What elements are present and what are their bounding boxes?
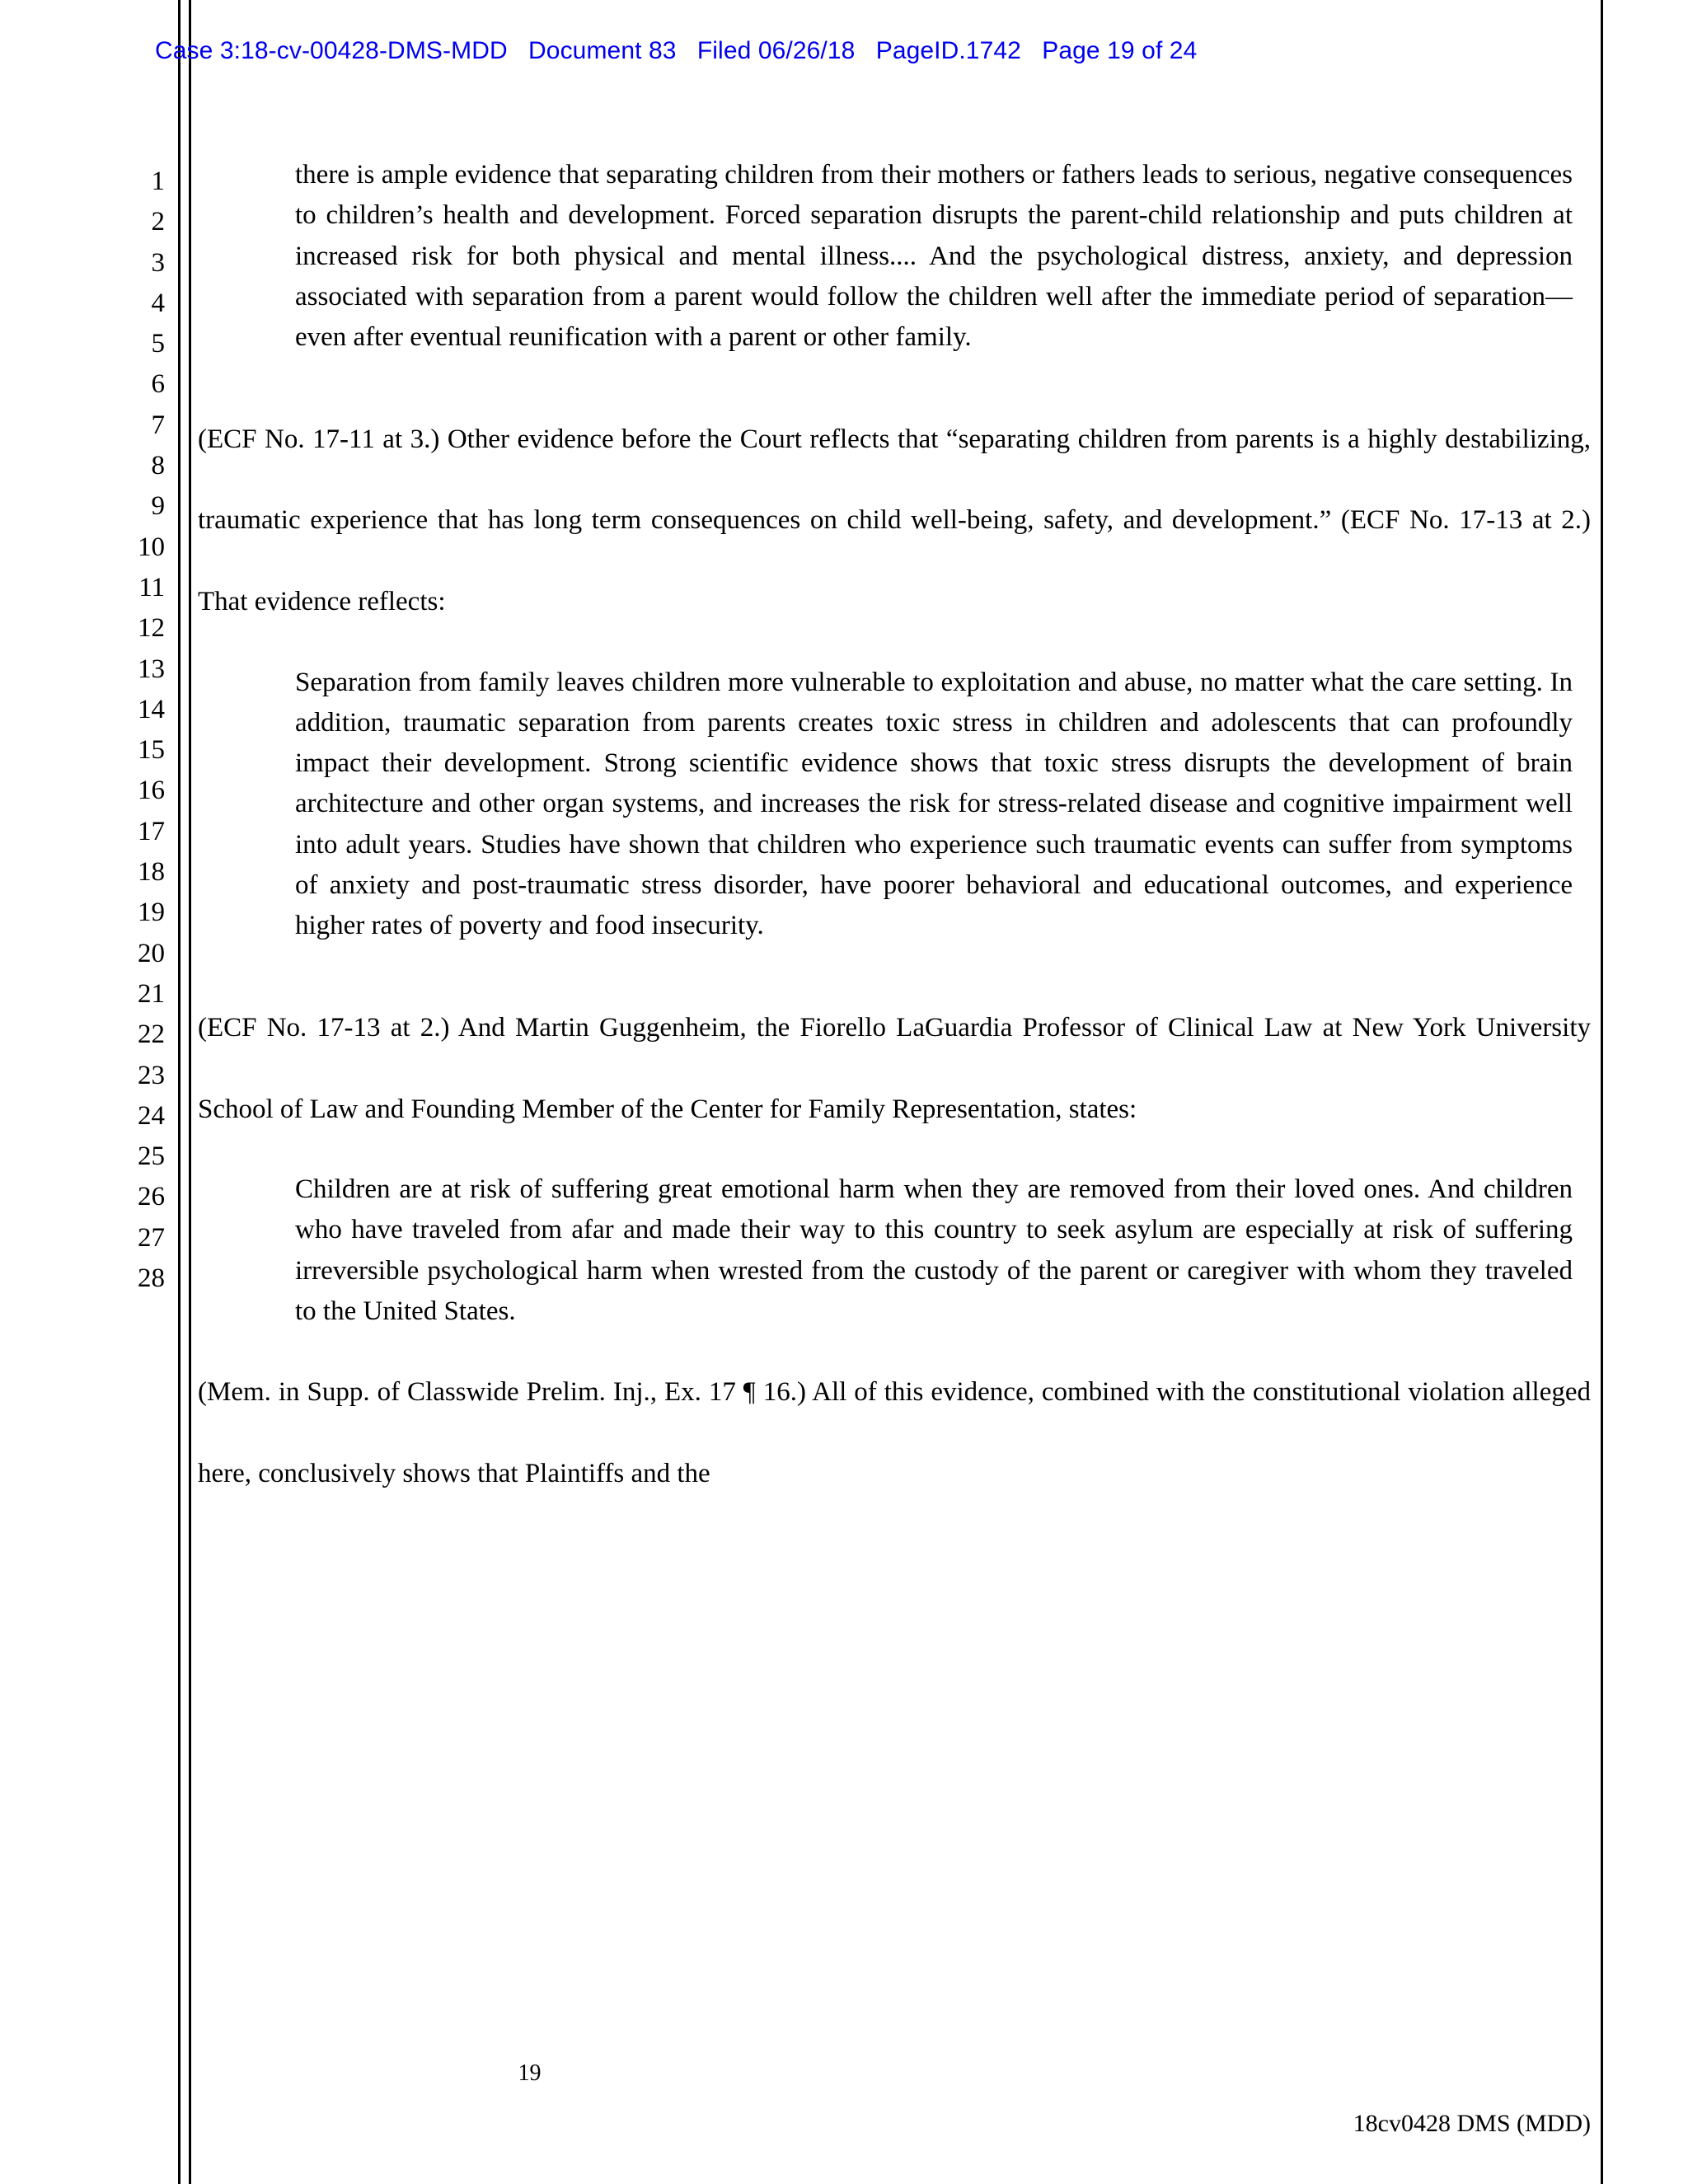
line-number: 9 — [151, 491, 165, 522]
line-number: 16 — [138, 776, 165, 806]
line-number-gutter — [99, 162, 165, 1299]
document-body — [198, 155, 1591, 1515]
paragraph-conclusion: (Mem. in Supp. of Classwide Prelim. Inj., Ex. 17 ¶ 16.) All of this evidence, combined with the constitutional violation alleged here, conclusively shows that Plaintiffs and the — [198, 1377, 1591, 1488]
line-number: 11 — [138, 572, 165, 602]
spacer — [198, 1150, 1591, 1169]
line-number: 2 — [151, 207, 165, 237]
line-number: 28 — [138, 1263, 165, 1294]
line-number: 18 — [138, 857, 165, 888]
line-number: 25 — [138, 1141, 165, 1172]
spacer — [198, 643, 1591, 663]
right-margin-rule — [1601, 0, 1603, 2184]
spacer — [198, 947, 1591, 987]
paragraph-other-evidence: (ECF No. 17-11 at 3.) Other evidence before the Court reflects that “separating children from parents is a highly destabilizing, traumatic experience that has long term consequences on child well-being, safety, and development.” (ECF No. 17-13 at 2.) That evidence reflects: — [198, 424, 1591, 616]
block-quote-expert-testimony: there is ample evidence that separating children from their mothers or fathers leads to serious, negative consequences to children’s health and development. Forced separation disrupts the parent-child relationship and puts children at increased risk for both physical and mental illness.... And the psychological distress, anxiety, and depression associated with separation from a parent would follow the children well after the immediate period of separation—even after eventual reunification with a parent or other family. — [295, 160, 1573, 353]
line-number: 4 — [151, 288, 165, 318]
line-number: 23 — [138, 1060, 165, 1090]
line-number: 8 — [151, 451, 165, 481]
footer-case-caption: 18cv0428 DMS (MDD) — [1353, 2110, 1591, 2137]
block-quote-guggenheim-statement: Children are at risk of suffering great emotional harm when they are removed from their loved ones. And children who have traveled from afar and made their way to this country to seek asylum are especially at risk of suffering irreversible psychological harm when wrested from the custody of the parent or caregiver with whom they traveled to the United States. — [295, 1174, 1573, 1327]
left-margin-rule-outer — [178, 0, 181, 2184]
left-margin-rule-inner — [189, 0, 191, 2184]
line-number: 1 — [151, 166, 165, 196]
line-number: 14 — [138, 694, 165, 724]
page-number: 19 — [518, 2060, 542, 2086]
line-number: 22 — [138, 1019, 165, 1050]
line-number: 5 — [151, 329, 165, 359]
line-number: 26 — [138, 1182, 165, 1212]
line-number: 12 — [138, 613, 165, 644]
line-number: 20 — [138, 938, 165, 968]
line-number: 19 — [138, 898, 165, 928]
line-number: 24 — [138, 1100, 165, 1131]
spacer — [198, 1332, 1591, 1352]
line-number: 3 — [151, 247, 165, 278]
paragraph-guggenheim: (ECF No. 17-13 at 2.) And Martin Guggenheim, the Fiorello LaGuardia Professor of Clinical Law at New York University School of Law and Founding Member of the Center for Family Representation, states: — [198, 1012, 1591, 1124]
line-number: 7 — [151, 410, 165, 440]
ecf-header-stamp: Case 3:18-cv-00428-DMS-MDD Document 83 Filed 06/26/18 PageID.1742 Page 19 of 24 — [155, 37, 1198, 64]
spacer — [198, 358, 1591, 398]
line-number: 15 — [138, 735, 165, 766]
line-number: 10 — [138, 532, 165, 562]
line-number: 13 — [138, 654, 165, 684]
line-number: 21 — [138, 978, 165, 1009]
block-quote-separation-effects: Separation from family leaves children more vulnerable to exploitation and abuse, no matter what the care setting. In addition, traumatic separation from parents creates toxic stress in children and adolescents that can profoundly impact their development. Strong scientific evidence shows that toxic stress disrupts the development of brain architecture and other organ systems, and increases the risk for stress-related disease and cognitive impairment well into adult years. Studies have shown that children who experience such traumatic events can suffer from symptoms of anxiety and post-traumatic stress disorder, have poorer behavioral and educational outcomes, and experience higher rates of poverty and food insecurity. — [295, 667, 1573, 941]
line-number: 27 — [138, 1222, 165, 1253]
line-number: 17 — [138, 816, 165, 846]
line-number: 6 — [151, 369, 165, 400]
